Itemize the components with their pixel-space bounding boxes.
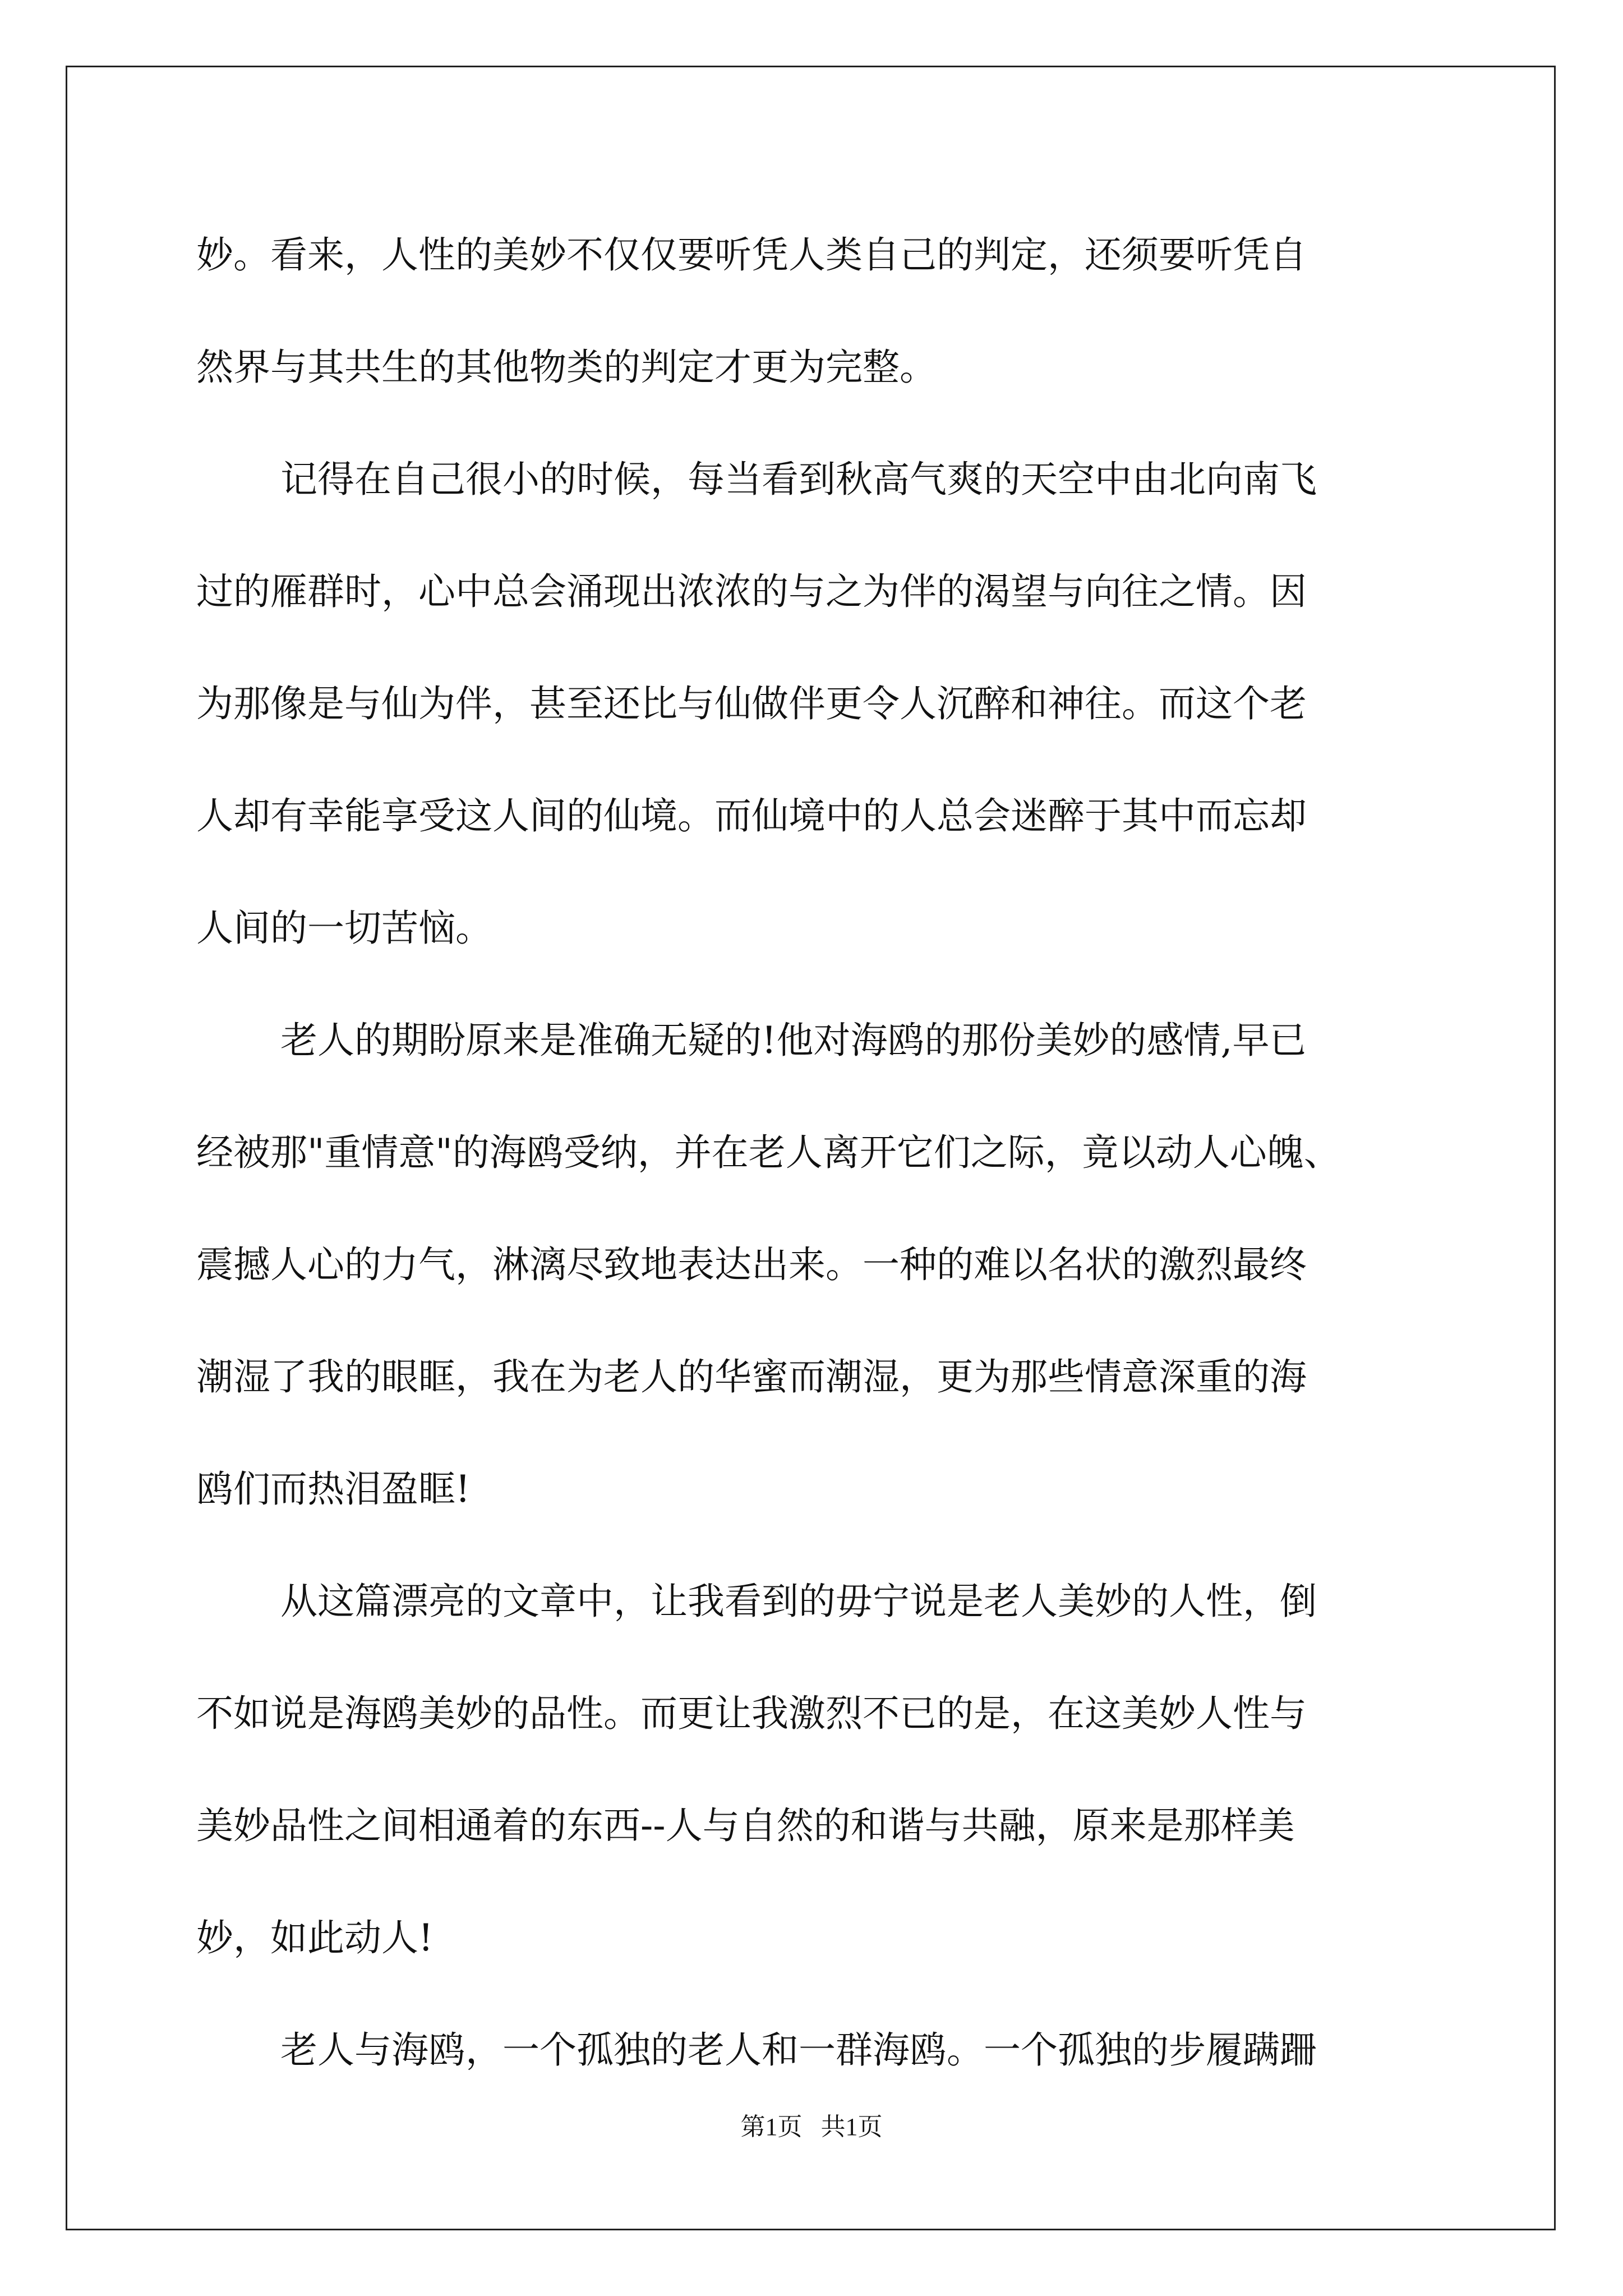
text-line: 美妙品性之间相通着的东西--人与自然的和谐与共融，原来是那样美 [196,1804,1295,1847]
text-line: 人却有幸能享受这人间的仙境。而仙境中的人总会迷醉于其中而忘却 [196,794,1307,838]
text-line: 经被那"重情意"的海鸥受纳，并在老人离开它们之际，竟以动人心魄、 [196,1131,1341,1174]
text-line: 记得在自己很小的时候，每当看到秋高气爽的天空中由北向南飞 [280,458,1317,501]
text-line: 老人与海鸥，一个孤独的老人和一群海鸥。一个孤独的步履蹒跚 [280,2028,1317,2072]
text-line: 潮湿了我的眼眶，我在为老人的华蜜而潮湿，更为那些情意深重的海 [196,1355,1307,1398]
text-line: 从这篇漂亮的文章中，让我看到的毋宁说是老人美妙的人性，倒 [280,1580,1317,1623]
text-line: 不如说是海鸥美妙的品性。而更让我激烈不已的是，在这美妙人性与 [196,1692,1307,1735]
page-number-footer: 第1页 共1页 [740,2113,883,2141]
text-line: 震撼人心的力气，淋漓尽致地表达出来。一种的难以名状的激烈最终 [196,1243,1307,1286]
text-line: 鸥们而热泪盈眶! [196,1467,471,1511]
text-line: 为那像是与仙为伴，甚至还比与仙做伴更令人沉醉和神往。而这个老 [196,682,1307,725]
document-body [196,199,1430,2106]
text-line: 然界与其共生的其他物类的判定才更为完整。 [196,346,937,389]
text-line: 老人的期盼原来是准确无疑的!他对海鸥的那份美妙的感情,早已 [280,1019,1307,1062]
text-line: 人间的一切苦恼。 [196,907,492,950]
text-line: 妙，如此动人! [196,1916,434,1959]
text-line: 过的雁群时，心中总会涌现出浓浓的与之为伴的渴望与向往之情。因 [196,570,1307,613]
text-line: 妙。看来，人性的美妙不仅仅要听凭人类自己的判定，还须要听凭自 [196,233,1307,277]
